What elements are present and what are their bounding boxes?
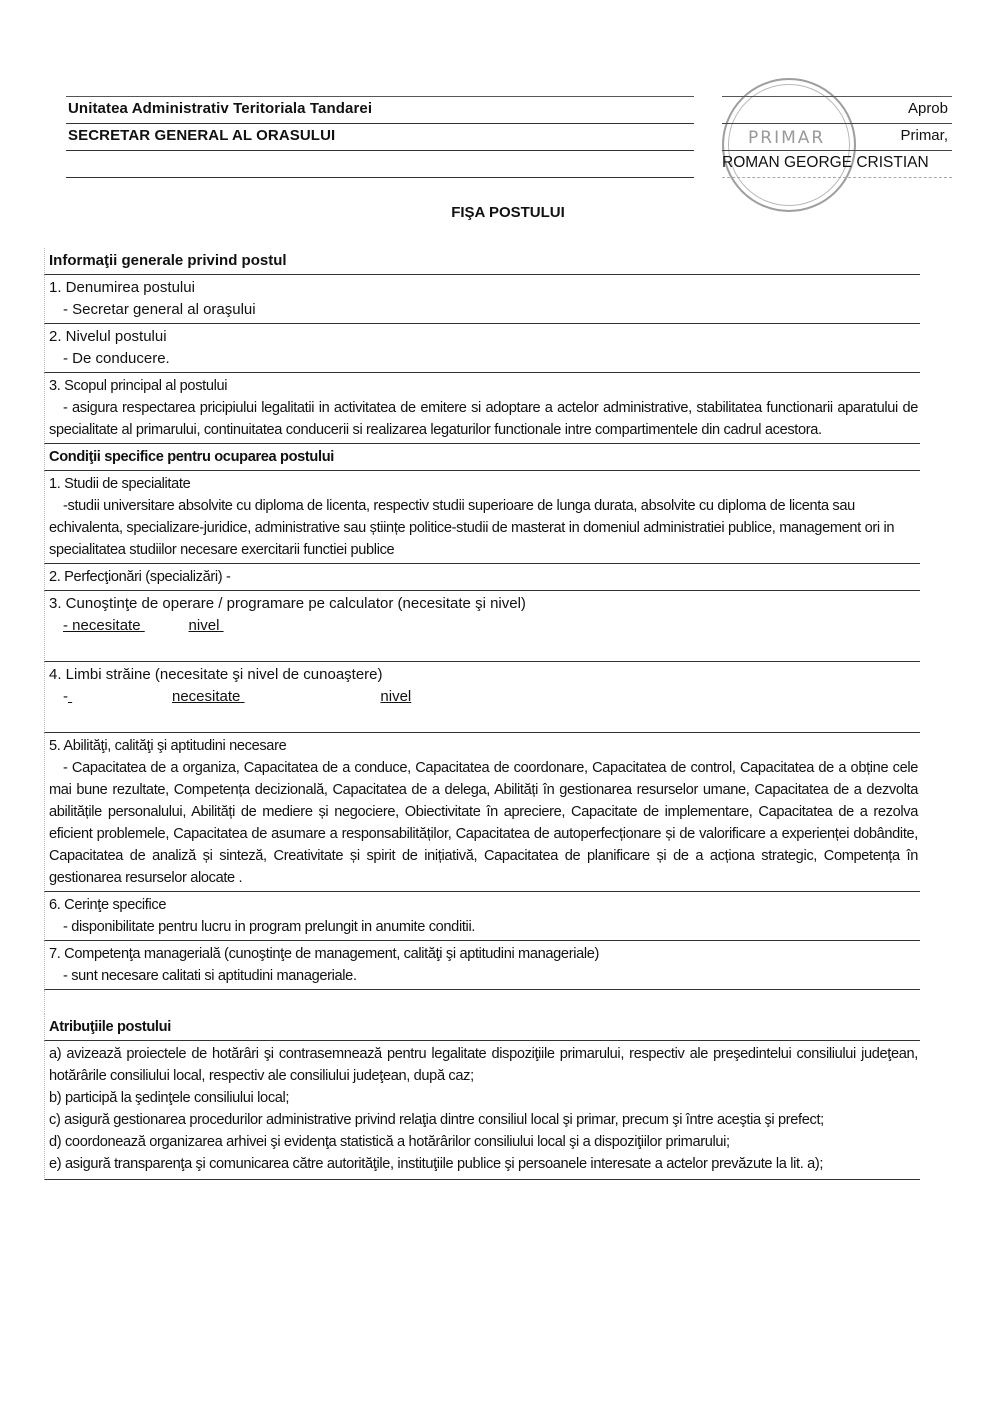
languages-dash: - xyxy=(63,688,68,705)
computer-need-label: - necesitate xyxy=(63,617,141,634)
field-label: 7. Competenţa managerială (cunoştinţe de management, calităţi şi aptitudini manageriale) xyxy=(49,946,600,962)
field-specific-requirements xyxy=(44,892,920,941)
section-heading-general-info: Informaţii generale privind postul xyxy=(44,248,920,275)
section-heading-duties: Atribuţiile postului xyxy=(44,1014,920,1041)
field-abilities xyxy=(44,733,920,892)
field-job-title xyxy=(44,275,920,324)
header-empty-row xyxy=(66,151,694,178)
list-item: c) asigură gestionarea procedurilor administrative privind relaţia dintre consiliul local şi primar, precum şi între aceştia şi prefect; xyxy=(49,1112,824,1128)
approval-block xyxy=(722,96,952,178)
field-job-level xyxy=(44,324,920,373)
list-item: a) avizează proiectele de hotărâri şi contrasemnează pentru legalitate dispoziţiile primarului, respectiv ale preşedintelui consiliului judeţean, hotărârile consiliului local, respectiv ale consiliului judeţean, după caz; xyxy=(49,1046,918,1084)
approve-label: Aprob xyxy=(722,96,952,124)
field-value: - De conducere. xyxy=(63,350,170,367)
field-managerial-competence xyxy=(44,941,920,990)
field-languages xyxy=(44,662,920,733)
field-label: 4. Limbi străine (necesitate şi nivel de cunoaştere) xyxy=(49,666,383,683)
field-label: 2. Nivelul postului xyxy=(49,328,167,345)
languages-level-label: nivel xyxy=(380,688,412,705)
field-label: 1. Studii de specialitate xyxy=(49,476,191,492)
page-title: FIŞA POSTULUI xyxy=(451,204,565,221)
field-value: - asigura respectarea pricipiului legalitatii in activitatea de emitere si adoptare a actelor administrative, stabilitatea functionarii aparatului de specialitate al primarului, continuitatea conducerii si realizarea legaturilor functionale intre compartimentele din cadrul acestora. xyxy=(49,400,918,438)
document-body xyxy=(44,248,920,1180)
list-item: e) asigură transparenţa şi comunicarea către autorităţile, instituţiile publice şi persoanele interesate a actelor prevăzute la lit. a); xyxy=(49,1156,824,1172)
field-value: - disponibilitate pentru lucru in program prelungit in anumite conditii. xyxy=(63,919,476,935)
position-header: SECRETAR GENERAL AL ORASULUI xyxy=(66,124,694,151)
field-value: - Capacitatea de a organiza, Capacitatea de a conduce, Capacitatea de coordonare, Capacitatea de control, Capacitatea de a obține cele mai bune rezultate, Competența decizională, Capacitatea de a delega, Abilități în gestionarea resurselor umane, Capacitatea de a dezvolta abilitățile personalului, Abilități de mediere și negociere, Obiectivitate în apreciere, Capacitate de implementare, Capacitatea de a rezolva eficient problemele, Capacitatea de asumare a responsabilităților, Capacitatea de autoperfecționare și de valorificare a experienței dobândite, Capacitatea de analiză și sinteză, Creativitate și spirit de inițiativă, Capacitatea de planificare și de a acționa strategic, Competența în gestionarea resurselor alocate . xyxy=(49,760,918,886)
field-label: 6. Cerinţe specifice xyxy=(49,897,167,913)
languages-need-label: necesitate xyxy=(172,688,241,705)
duties-list xyxy=(44,1041,920,1180)
field-training xyxy=(44,564,920,591)
field-computer-skills xyxy=(44,591,920,662)
field-label: 1. Denumirea postului xyxy=(49,279,195,296)
header-left-block xyxy=(66,96,694,178)
stamp-text: PRIMAR xyxy=(748,128,826,148)
institution-name: Unitatea Administrativ Teritoriala Tandarei xyxy=(66,96,694,124)
approver-name: ROMAN GEORGE CRISTIAN xyxy=(722,151,952,178)
approver-role: Primar, xyxy=(722,124,952,151)
section-heading-conditions: Condiţii specifice pentru ocuparea postului xyxy=(44,444,920,471)
field-label: 3. Cunoştinţe de operare / programare pe calculator (necesitate şi nivel) xyxy=(49,595,526,612)
list-item: d) coordonează organizarea arhivei şi evidenţa statistică a hotărârilor consiliului local şi a dispoziţiilor primarului; xyxy=(49,1134,730,1150)
list-item: b) participă la şedinţele consiliului local; xyxy=(49,1090,290,1106)
field-value: -studii universitare absolvite cu diploma de licenta, respectiv studii superioare de lunga durata, absolvite cu diploma de licenta sau echivalenta, specializare-juridice, administrative sau științe politice-studii de masterat in domeniul administratiei publice, management ori in specialitatea studiilor necesare exercitarii functiei publice xyxy=(49,498,895,558)
field-main-purpose xyxy=(44,373,920,444)
field-value: - sunt necesare calitati si aptitudini manageriale. xyxy=(63,968,357,984)
field-studies xyxy=(44,471,920,564)
computer-level-label: nivel xyxy=(188,617,220,634)
field-label: 5. Abilităţi, calităţi şi aptitudini necesare xyxy=(49,738,287,754)
field-label: 3. Scopul principal al postului xyxy=(49,378,228,394)
field-label: 2. Perfecţionări (specializări) - xyxy=(49,569,231,585)
field-value: - Secretar general al oraşului xyxy=(63,301,256,318)
